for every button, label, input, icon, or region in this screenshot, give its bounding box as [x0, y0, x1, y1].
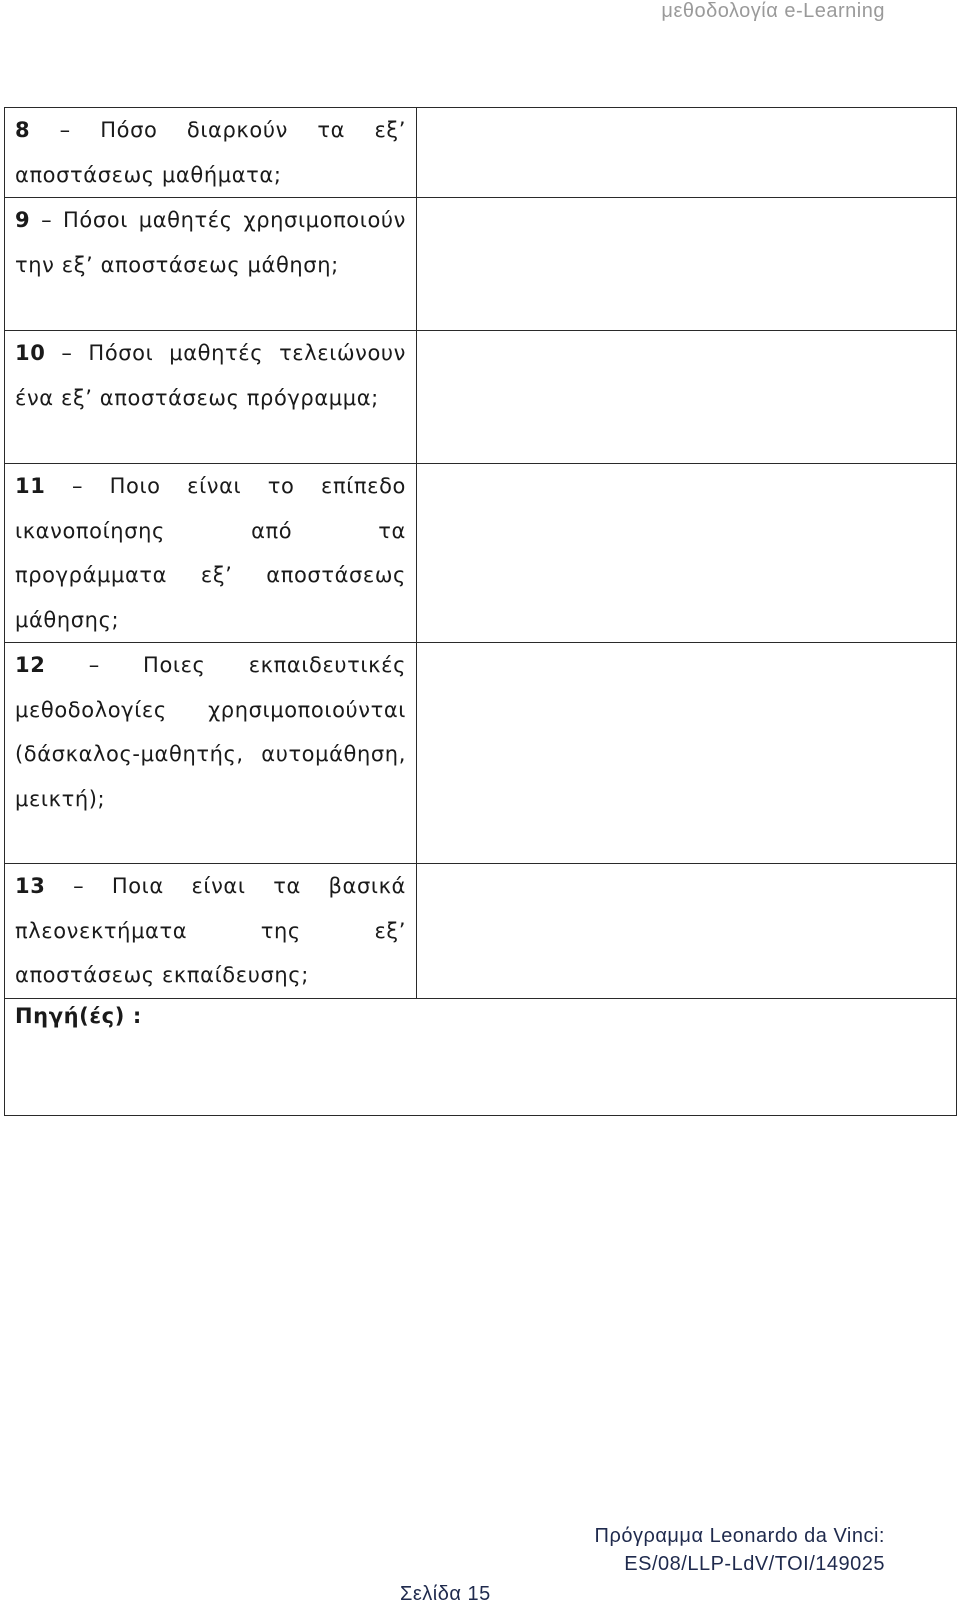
question-body: Πόσο διαρκούν τα εξ’ αποστάσεως μαθήματα; [15, 118, 407, 187]
question-number: 13 [15, 874, 46, 898]
table-row [5, 198, 957, 331]
question-cell [5, 464, 417, 643]
question-text [15, 198, 406, 287]
question-number: 12 [15, 653, 46, 677]
page-number: Σελίδα 15 [400, 1583, 491, 1605]
question-body: Πόσοι μαθητές τελειώνουν ένα εξ’ αποστάσεως πρόγραμμα; [15, 341, 406, 410]
question-text [15, 864, 406, 998]
question-cell [5, 108, 417, 198]
question-text [15, 331, 406, 420]
question-body: Ποιο είναι το επίπεδο ικανοποίησης από τα προγράμματα εξ’ αποστάσεως μάθησης; [15, 474, 406, 632]
question-text [15, 643, 406, 821]
answer-cell[interactable] [417, 331, 957, 464]
answer-cell[interactable] [417, 108, 957, 198]
question-body: Ποια είναι τα βασικά πλεονεκτήματα της εξ’ αποστάσεως εκπαίδευσης; [15, 874, 407, 987]
question-dash: – [73, 874, 85, 898]
table-row [5, 864, 957, 999]
table-row [5, 643, 957, 864]
answer-cell[interactable] [417, 198, 957, 331]
document-header-title: μεθοδολογία e-Learning [661, 0, 885, 22]
answer-cell[interactable] [417, 864, 957, 999]
source-row [5, 998, 957, 1115]
question-cell [5, 331, 417, 464]
question-number: 10 [15, 341, 46, 365]
question-cell [5, 864, 417, 999]
question-cell [5, 198, 417, 331]
question-cell [5, 643, 417, 864]
question-number: 9 [15, 208, 31, 232]
question-dash: – [41, 208, 53, 232]
table-row [5, 108, 957, 198]
question-dash: – [61, 341, 73, 365]
source-label: Πηγή(ές) : [15, 1003, 142, 1028]
answer-cell[interactable] [417, 464, 957, 643]
question-text [15, 108, 406, 197]
answer-cell[interactable] [417, 643, 957, 864]
table-row [5, 331, 957, 464]
footer-program-info [595, 1522, 885, 1578]
question-body: Πόσοι μαθητές χρησιμοποιούν την εξ’ αποστάσεως μάθηση; [15, 208, 406, 277]
table-row [5, 464, 957, 643]
question-body: Ποιες εκπαιδευτικές μεθοδολογίες χρησιμοποιούνται (δάσκαλος-μαθητής, αυτομάθηση, μεικτή); [15, 653, 406, 811]
question-number: 8 [15, 118, 31, 142]
question-dash: – [88, 653, 100, 677]
question-dash: – [59, 118, 71, 142]
footer-program-line2: ES/08/LLP-LdV/TOI/149025 [624, 1553, 885, 1575]
question-dash: – [71, 474, 84, 498]
questionnaire-table [4, 107, 957, 1116]
source-cell[interactable] [5, 998, 957, 1115]
question-text [15, 464, 406, 642]
footer-program-line1: Πρόγραμμα Leonardo da Vinci: [594, 1525, 885, 1547]
question-number: 11 [15, 474, 46, 498]
